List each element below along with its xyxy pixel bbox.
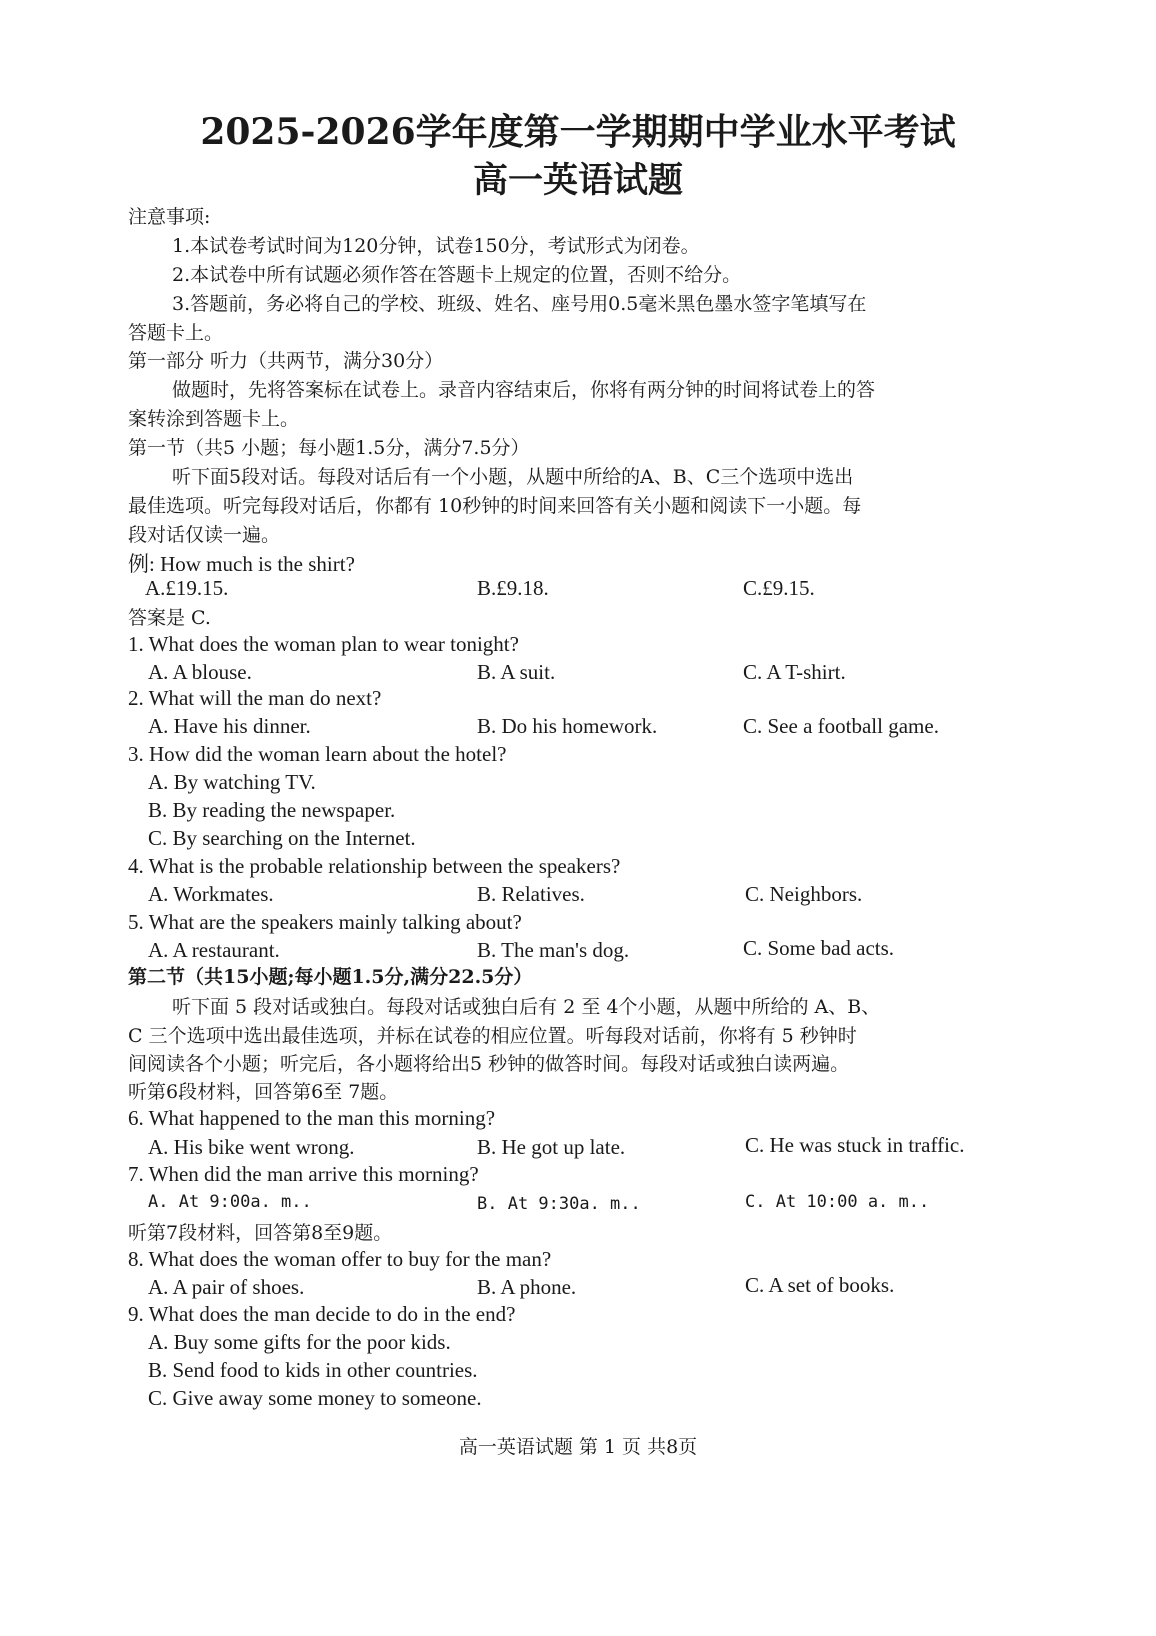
question-8-option-b: B. A phone. [477, 1275, 577, 1299]
question-1-option-a: A. A blouse. [148, 660, 252, 684]
question-4: 4. What is the probable relationship between the speakers? [128, 854, 621, 878]
question-1-option-c: C. A T-shirt. [743, 660, 846, 684]
question-7-option-c: C. At 10:00 a. m.. [745, 1192, 930, 1212]
question-2-option-a: A. Have his dinner. [148, 714, 311, 738]
material-7-instruction: 听第7段材料，回答第8至9题。 [128, 1222, 393, 1244]
section1-intro: 最佳选项。听完每段对话后，你都有 10秒钟的时间来回答有关小题和阅读下一小题。每 [128, 495, 862, 517]
question-4-option-b: B. Relatives. [477, 882, 585, 906]
question-4-option-a: A. Workmates. [148, 882, 274, 906]
section1-heading: 第一节（共5 小题；每小题1.5分，满分7.5分） [128, 437, 530, 459]
notice-heading: 注意事项: [128, 206, 211, 228]
question-6-option-c: C. He was stuck in traffic. [745, 1133, 965, 1157]
part1-intro: 案转涂到答题卡上。 [128, 408, 300, 430]
section1-intro: 段对话仅读一遍。 [128, 524, 281, 546]
question-2-option-c: C. See a football game. [743, 714, 939, 738]
question-9-option-c: C. Give away some money to someone. [148, 1386, 482, 1410]
example-answer: 答案是 C. [128, 607, 211, 629]
question-2-option-b: B. Do his homework. [477, 714, 658, 738]
notice-item: 1.本试卷考试时间为120分钟，试卷150分，考试形式为闭卷。 [172, 235, 700, 257]
example-question: 例: How much is the shirt? [128, 552, 355, 576]
question-9: 9. What does the man decide to do in the end? [128, 1302, 516, 1326]
example-option-a: A.£19.15. [145, 576, 229, 600]
exam-title: 2025-2026学年度第一学期期中学业水平考试 [200, 111, 956, 153]
question-3-option-b: B. By reading the newspaper. [148, 798, 396, 822]
part1-heading: 第一部分 听力（共两节，满分30分） [128, 350, 444, 372]
section2-heading: 第二节（共15小题;每小题1.5分,满分22.5分） [128, 966, 533, 988]
question-6-option-a: A. His bike went wrong. [148, 1135, 355, 1159]
page-footer: 高一英语试题 第 1 页 共8页 [458, 1436, 698, 1458]
question-3-option-c: C. By searching on the Internet. [148, 826, 416, 850]
section2-intro: 听下面 5 段对话或独白。每段对话或独白后有 2 至 4个小题，从题中所给的 A、B、 [172, 996, 881, 1018]
part1-intro: 做题时，先将答案标在试卷上。录音内容结束后，你将有两分钟的时间将试卷上的答 [172, 379, 876, 401]
question-7-option-b: B. At 9:30a. m.. [477, 1194, 641, 1214]
question-8-option-c: C. A set of books. [745, 1273, 895, 1297]
exam-subtitle: 高一英语试题 [472, 160, 683, 201]
material-6-instruction: 听第6段材料，回答第6至 7题。 [128, 1081, 399, 1103]
notice-item: 3.答题前，务必将自己的学校、班级、姓名、座号用0.5毫米黑色墨水签字笔填写在 [172, 293, 867, 315]
question-7: 7. When did the man arrive this morning? [128, 1162, 479, 1186]
question-6-option-b: B. He got up late. [477, 1135, 626, 1159]
question-5-option-a: A. A restaurant. [148, 938, 280, 962]
question-4-option-c: C. Neighbors. [745, 882, 863, 906]
question-7-option-a: A. At 9:00a. m.. [148, 1192, 312, 1212]
question-9-option-b: B. Send food to kids in other countries. [148, 1358, 478, 1382]
question-8: 8. What does the woman offer to buy for the man? [128, 1247, 552, 1271]
question-8-option-a: A. A pair of shoes. [148, 1275, 305, 1299]
section2-intro: C 三个选项中选出最佳选项，并标在试卷的相应位置。听每段对话前，你将有 5 秒钟时 [128, 1025, 857, 1047]
example-option-b: B.£9.18. [477, 576, 549, 600]
question-5: 5. What are the speakers mainly talking about? [128, 910, 522, 934]
example-option-c: C.£9.15. [743, 576, 815, 600]
notice-item: 2.本试卷中所有试题必须作答在答题卡上规定的位置，否则不给分。 [172, 264, 742, 286]
section2-intro: 间阅读各个小题；听完后，各小题将给出5 秒钟的做答时间。每段对话或独白读两遍。 [128, 1053, 850, 1075]
question-1-option-b: B. A suit. [477, 660, 556, 684]
notice-item: 答题卡上。 [128, 322, 224, 344]
question-9-option-a: A. Buy some gifts for the poor kids. [148, 1330, 451, 1354]
question-5-option-b: B. The man's dog. [477, 938, 630, 962]
question-3: 3. How did the woman learn about the hotel? [128, 742, 507, 766]
question-2: 2. What will the man do next? [128, 686, 382, 710]
question-6: 6. What happened to the man this morning? [128, 1106, 496, 1130]
section1-intro: 听下面5段对话。每段对话后有一个小题，从题中所给的A、B、C三个选项中选出 [172, 466, 854, 488]
question-3-option-a: A. By watching TV. [148, 770, 316, 794]
question-5-option-c: C. Some bad acts. [743, 936, 895, 960]
question-1: 1. What does the woman plan to wear tonight? [128, 632, 519, 656]
